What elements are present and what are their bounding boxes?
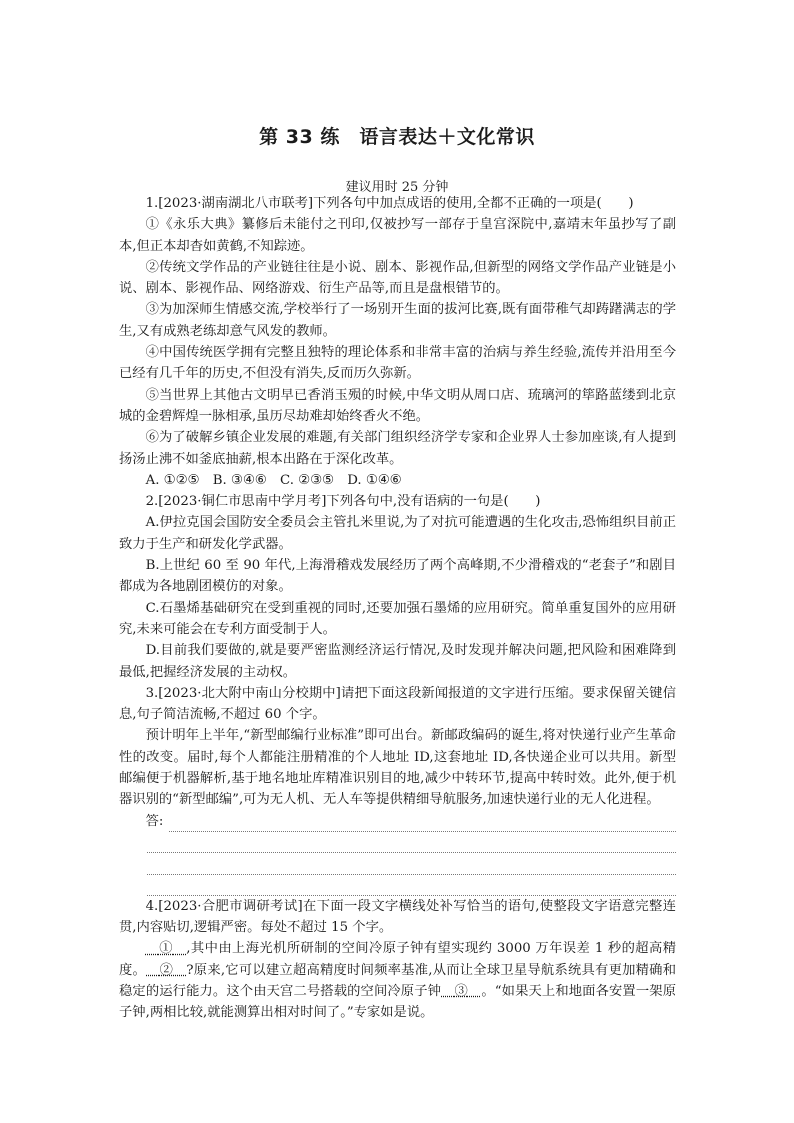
q1-item-1: ①《永乐大典》纂修后未能付之刊印,仅被抄写一部存于皇宫深院中,嘉靖末年虽抄写了副本,但正本却杳如黄鹤,不知踪迹。	[119, 217, 676, 254]
q4-blank-2[interactable]: ②	[159, 962, 174, 978]
q2-option-c: C.石墨烯基础研究在受到重视的同时,还要加强石墨烯的应用研究。简单重复国外的应用研究,未来可能会在专利方面受制于人。	[119, 600, 676, 637]
q4-blank-3[interactable]: ③	[454, 983, 468, 999]
q1-item-6: ⑥为了破解乡镇企业发展的难题,有关部门组织经济学专家和企业界人士参加座谈,有人提到扬汤止沸不如釜底抽薪,根本出路在于深化改革。	[119, 430, 676, 467]
suggested-time: 建议用时 25 分钟	[345, 180, 449, 195]
q2-option-a: A.伊拉克国会国防安全委员会主管扎米里说,为了对抗可能遭遇的生化攻击,恐怖组织目前正致力于生产和研发化学武器。	[119, 515, 676, 552]
q3-passage: 预计明年上半年,“新型邮编行业标准”即可出台。新邮政编码的诞生,将对快递行业产生革命性的改变。届时,每个人都能注册精准的个人地址 ID,这套地址 ID,各快递企业可以共用。新型邮编便于机器解析,基于地名地址库精准识别目的地,减少中转环节,提高中转时效。此外,便于机器识别的“新型邮编”,可为无人机、无人车等提供精细导航服务,加速快递行业的无人化进程。	[119, 728, 676, 808]
q1-stem: 1.[2023·湖南湖北八市联考]下列各句中加点成语的使用,全都不正确的一项是( )	[145, 196, 634, 211]
q2-stem: 2.[2023·铜仁市思南中学月考]下列各句中,没有语病的一句是( )	[145, 494, 541, 510]
q1-item-2: ②传统文学作品的产业链往往是小说、剧本、影视作品,但新型的网络文学作品产业链是小说、剧本、影视作品、网络游戏、衍生产品等,而且是盘根错节的。	[119, 259, 676, 297]
q3-stem: 3.[2023·北大附中南山分校期中]请把下面这段新闻报道的文字进行压缩。要求保留关键信息,句子简洁流畅,不超过 60 个字。	[119, 685, 676, 723]
q3-answer-line-4[interactable]	[119, 875, 676, 896]
q2-option-d: D.目前我们要做的,就是要严密监测经济运行情况,及时发现并解决问题,把风险和困难降到最低,把握经济发展的主动权。	[119, 643, 676, 680]
answer-dotted-line	[169, 819, 676, 832]
q1-item-4: ④中国传统医学拥有完整且独特的理论体系和非常丰富的治病与养生经验,流传并沿用至今已经有几千年的历史,不但没有消失,反而历久弥新。	[119, 345, 676, 382]
q1-item-3: ③为加深师生情感交流,学校举行了一场别开生面的拔河比赛,既有面带稚气却踌躇满志的学生,又有成熟老练却意气风发的教师。	[119, 302, 676, 339]
q3-answer-line-2[interactable]	[119, 832, 676, 853]
page-title: 第 33 练 语言表达＋文化常识	[259, 126, 535, 148]
q4-passage: ① ,其中由上海光机所研制的空间冷原子钟有望实现约 3000 万年误差 1 秒的超高精度。 ② ?原来,它可以建立超高精度时间频率基准,从而让全球卫星导航系统具有更加精确和稳定的运行能力。这个由天宫二号搭载的空间冷原子钟 ③ 。“如果天上和地面各安置一架原子钟,两相比较,就能测算出相对时间了。”专家如是说。	[119, 941, 677, 1021]
answer-dotted-line	[147, 862, 676, 875]
q2-option-b: B.上世纪 60 至 90 年代,上海滑稽戏发展经历了两个高峰期,不少滑稽戏的“老套子”和剧目都成为各地剧团模仿的对象。	[119, 558, 676, 595]
q1-options: A. ①②⑤ B. ③④⑥ C. ②③⑤ D. ①④⑥	[145, 472, 402, 488]
q3-answer-line-3[interactable]	[119, 853, 676, 874]
q4-stem: 4.[2023·合肥市调研考试]在下面一段文字横线处补写恰当的语句,使整段文字语意完整连贯,内容贴切,逻辑严密。每处不超过 15 个字。	[119, 898, 676, 936]
answer-dotted-line	[147, 840, 676, 853]
q3-answer-label: 答:	[145, 813, 164, 829]
q1-item-5: ⑤当世界上其他古文明早已香消玉殒的时候,中华文明从周口店、琉璃河的筚路蓝缕到北京城的金碧辉煌一脉相承,虽历尽劫难却始终香火不绝。	[119, 387, 676, 424]
q3-answer-line[interactable]	[119, 811, 676, 832]
q4-blank-1[interactable]: ①	[158, 941, 173, 957]
question-content	[119, 193, 676, 1024]
answer-dotted-line	[147, 883, 676, 896]
